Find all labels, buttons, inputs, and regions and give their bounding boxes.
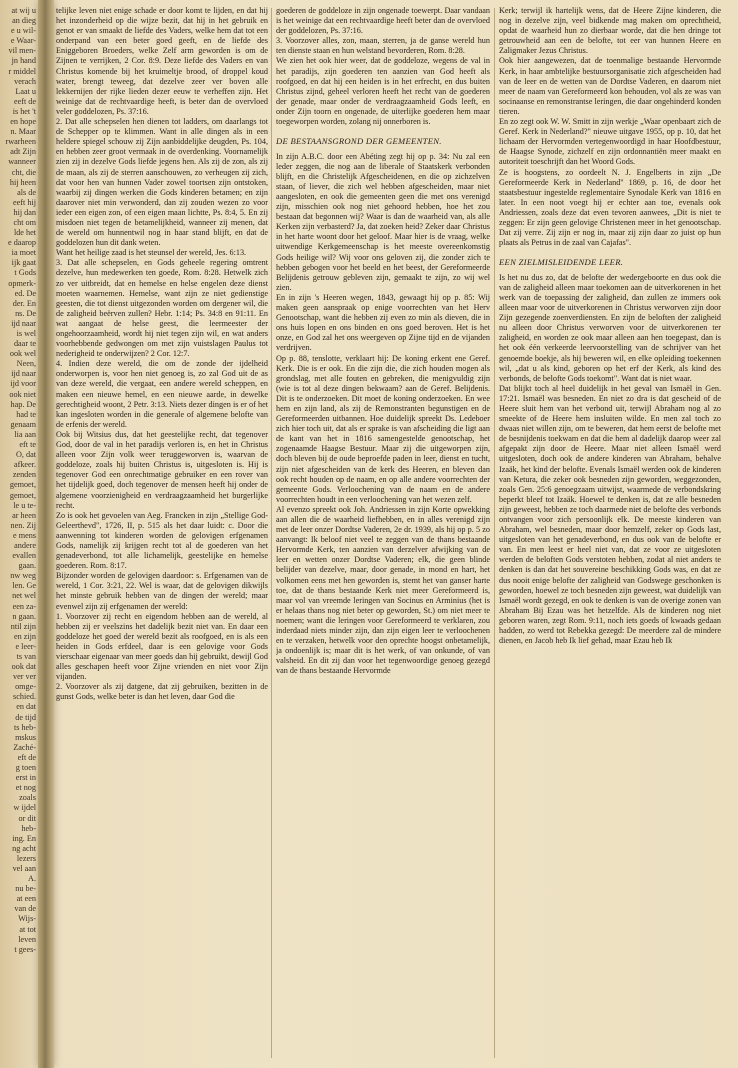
edge-fragment: opmerk- — [8, 278, 36, 288]
edge-fragment: an dieg — [12, 16, 36, 26]
edge-fragment: eeft hij — [13, 197, 36, 207]
paragraph: goederen de goddeloze in zijn ongenade toewerpt. Daar vandaan is het weinige dat een rechtvaardige heeft beter dan de overvloed der goddelozen, Ps. 37:16. — [276, 6, 490, 36]
edge-fragment: at tot — [19, 924, 36, 934]
edge-fragment: e leer- — [15, 641, 36, 651]
edge-fragment: n. Maar — [10, 127, 36, 137]
edge-fragment: rwarheen — [5, 137, 36, 147]
paragraph: 2. Voorzover als zij datgene, dat zij gebruiken, bezitten in de gunst Gods, welke beter is dan het leven, daar God die — [56, 682, 268, 702]
edge-fragment: nu be- — [15, 884, 36, 894]
edge-fragment: gaan. — [18, 561, 36, 571]
edge-fragment: lia aan — [14, 429, 36, 439]
edge-fragment: en dat — [16, 702, 36, 712]
edge-fragment: ook niet — [9, 389, 36, 399]
paragraph: Zo is ook het gevoelen van Aeg. Francken in zijn „Stellige God-Geleerthevd", 1726, II, p. 515 als het daar luidt: c. Door die aanwenning tot kinderen worden de gelovigen erfgenamen Gods, namelijk zij krijgen recht tot al de goederen van het genadeverbond, tot alle lichamelijk, geestelijke en hemelse goederen. Rom. 8:17. — [56, 510, 268, 571]
column-divider — [271, 8, 272, 1058]
edge-fragment: t Gods — [14, 268, 36, 278]
edge-fragment: heb- — [21, 823, 36, 833]
edge-fragment: lezers — [16, 853, 36, 863]
paragraph: 3. Dat alle schepselen, en Gods geheele regering omtrent dezelve, hun medewerken ten goede, Rom. 8:28. Hetwelk zich zo ver uitbreidt, dat en hemelse en helse engelen deze dienst moeten waarnemen. Hemelse, want zijn ze niet gedienstige geesten, die tot dienst uitgezonden worden om dergener wil, die de zaligheid beërven zullen? Hebr. 1:14; Ps. 34:8 en 91:11. En wat aangaat de helse geest, die leermeester der ongehoorzaamheid, wordt hij niet tegen zijn wil, en wat anders voorhebbende gedwongen om met zijn vuistslagen Paulus tot nederigheid te onderwijzen? 2 Cor. 12:7. — [56, 258, 268, 359]
edge-fragment: len. Ge — [12, 581, 36, 591]
paragraph: 3. Voorzover alles, zon, maan, sterren, ja de ganse wereld hun ten dienste staan en hun welstand bevorderen, Rom. 8:28. — [276, 36, 490, 56]
paragraph: Dat blijkt toch al heel duidelijk in het geval van Ismaël in Gen. 17:21. Ismaël was besneden. En niet zo dra is dat gescheid of de Heere sluit hem van het verbond uit, terwijl Abraham nog al zo smeekte of de Heere hem insluiten wilde. En men zal toch zo dwaas niet willen zijn, om te beweren, dat hem eerst de belofte met de besnijdenis toekwam en dat die hem al dadelijk daarop weer zal afgepakt zijn door de Heere. Maar niet alleen Ismaël werd uitgesloten, doch ook de andere kinderen van Abraham, behalve Izaäk, het kind der belofte. Evenals Ismaël werden ook de kinderen van Ketura, die zeker ook besneden zijn geworden, weggezonden, zoals Gen. 25:6 genoegzaam uitwijst, waarmede de verbondskring beperkt bleef tot Izaäk. Hoewel te denken is, dat ze alle besneden zijn geweest, hebben ze toch daarmede niet de belofte des verbonds ontvangen voor zich persoonlijk elk. De meeste kinderen van Abraham, wel besneden, maar door hemzelf, zeker op Gods last, uitgesloten van het genadeverbond, en dus ook van de belofte er van. En men leest er heel niet van, dat ze voor ze uitgesloten werden de beloften Gods verstoten hebben, zodat al niet anders te denken is dan dat het souvereine beschikking Gods was, en dat ze dus nooit enige belofte der zaligheid van Godswege geschonken is geworden, hoewel ze toch besneden zijn geweest, wat duidelijk van Ismaël wordt gezegd, en ook te denken is van de overige zonen van Abraham Bij Ezau was het hetzelfde. Als de kinderen nog niet geboren waren, zegt Rom. 9:11, noch iets goeds of kwaads gedaan hadden, zo werd tot Rebekka gezegd: De meerdere zal de mindere dienen, en Jacob heb Ik lief gehad, maar Ezau heb Ik — [499, 383, 721, 646]
edge-fragment: or dit — [18, 813, 36, 823]
edge-fragment: ts heb- — [13, 722, 36, 732]
paragraph: En in zijn 's Heeren wegen, 1843, gewaagt hij op p. 85: Wij maken geen aanspraak op enige voorrechten van het Herv Genootschap, want die hebben zij even zo min als dieven, die in ons huis lopen en ons binden en ons goed beroven. Het is het onze, en God zal het ons weergeven op Zijne tijd en de vijanden verdrijven. — [276, 292, 490, 353]
book-gutter — [38, 0, 54, 1068]
edge-fragment: hij heen — [9, 177, 36, 187]
edge-fragment: t gees- — [14, 944, 36, 954]
edge-fragment: ver ver — [13, 672, 36, 682]
edge-fragment: afkeer. — [13, 460, 36, 470]
edge-fragment: gemoet, — [9, 480, 36, 490]
edge-fragment: at wij u — [11, 6, 36, 15]
edge-fragment: at een — [16, 894, 36, 904]
edge-fragment: ijk gaat — [11, 258, 36, 268]
paragraph: Op p. 88, tenslotte, verklaart hij: De koning erkent ene Geref. Kerk. Die is er ook. En die zijn die, die zich houden mogen als grondslag, met alle fouten en gebreken, die menigvuldig zijn (wie is tot al deze dingen bekwaam? aan de Geref. Belijdenis. Dit is te onderzoeken. Dit moet de koning onderzoeken. En wee hem en zijn land, als zij de Remonstranten begunstigen en de Gereformeerden uitbannen. Hoe duidelijk spreekt Ds. Ledeboer zich hier toch uit, dat als er sprake is van afscheiding die ligt aan de kant van het in 1816 samengestelde genootschap, het zogenaamde Haagse Bestuur. Maar zij die uitgeworpen zijn, doch bleven bij de oude beproefde paden in leer, dienst en tucht, zijn niet afgescheiden van de kerk des Heeren, en bleven dan ook recht houden op de naam, en op alle andere voorrechten der gemeente Gods. Verloochening van de naam en de andere voorrechten houdt in een verloochening van het wezen zelf. — [276, 353, 490, 504]
edge-fragment: n gaan. — [12, 611, 36, 621]
edge-fragment: hij dan — [13, 207, 36, 217]
edge-fragment: ook dat — [11, 662, 36, 672]
edge-fragment: en hope — [10, 117, 36, 127]
edge-fragment: e u wil- — [10, 26, 36, 36]
paragraph: We zien het ook hier weer, dat de goddeloze, wegens de val in het paradijs, zijn goederen ten aanzien van God heeft als roofgoed, en dat hij een heiden is in het erfrecht, en dus buiten Christus zijnd, geheel verloren heeft het recht van de goederen der genade, maar onder de verdraagzaamheid Gods leeft, en onder Zijn toorn en ongenade, de uiterlijke goederen hem maar toegeworpen worden, zolang nij onnerboren is. — [276, 56, 490, 127]
edge-fragment: gemoet, — [9, 490, 36, 500]
paragraph: Is het nu dus zo, dat de belofte der wedergeboorte en dus ook die van de zaligheid alleen maar toekomen aan de uitverkorenen in het werk van de toepassing der zaligheid, dan zullen ze immers ook alleen maar voor de uitverkorenen in Christus verworven zijn door Zijn gezegende zoenverdiensten. En zijn de beloften der zaligheid nu alleen door Christus verworven voor de uitverkorenen ter zaligheid, en worden ze ook maar alleen aan hen toegepast, dan is het ook één verkeerde leervoorstelling van de schrijver van het genoemde boekje, als hij beweren wil, en elke opleiding toekennen wil, „dat u als kind, geboren op het erf der Kerk, als kind des verbonds, de belofte Gods toekomt". Want dat is niet waar. — [499, 272, 721, 383]
edge-fragment: ed. De — [14, 288, 36, 298]
edge-fragment: et nog — [15, 783, 36, 793]
paragraph: Ze is hoogstens, zo oordeelt N. J. Engelberts in zijn „De Gereformeerde Kerk in Nederland" 1869, p. 16, de door het staatsbestuur ingestelde reglementaire Synodale Kerk van 1816 en later. In een noot voegt hij er echter aan toe, evenals ook Andriessen, zoals deze dat even tevoren aanwees, „Dit is niet te zeggen: Er zijn geen gelovige Christenen meer in het genootschap. Dat zij verre. Zij zijn er nog in, maar zij zijn daar zo juist op hun plaats als Petrus in de zaal van Cajafas". — [499, 167, 721, 248]
edge-fragment: de tijd — [15, 712, 36, 722]
edge-fragment: ijd naar — [11, 318, 36, 328]
edge-fragment: daar te — [13, 339, 36, 349]
edge-fragment: cht, die — [11, 167, 36, 177]
edge-fragment: e Waar- — [10, 36, 36, 46]
paragraph: En zo zegt ook W. W. Smitt in zijn werkje „Waar openbaart zich de Geref. Kerk in Nederland?" nieuwe uitgave 1955, op p. 10, dat het lichaam der Hervormden vertegenwoordigd in haar Hoofdbestuur, de Haagse Synode, zichzelf en zijn ordonnantiën meer maakt en autoriteit toeschrijft dan het Woord Gods. — [499, 117, 721, 167]
edge-fragment: is wel — [16, 329, 36, 338]
edge-fragment: Zaché- — [13, 742, 36, 752]
edge-fragment: mskus — [15, 732, 36, 742]
edge-fragment: g toen — [15, 763, 36, 773]
edge-fragment: ook wel — [9, 349, 36, 359]
edge-fragment: nen. Zij — [10, 520, 36, 530]
edge-fragment: e daarop — [8, 238, 36, 248]
column-divider — [494, 8, 495, 1058]
paragraph: Bijzonder worden de gelovigen daardoor: s. Erfgenamen van de wereld, 1 Cor. 3:21, 22. Wel is waar, dat de gelovigen dikwijls het minste gebruik hebben van de dingen der wereld; maar evenwel zijn zij erfgenamen der wereld: — [56, 571, 268, 611]
edge-fragment: ar heen — [12, 510, 36, 520]
paragraph: 2. Dat alle schepselen hen dienen tot ladders, om daarlangs tot de Schepper op te klimmen. Want in alle dingen als in een heldere spiegel schouw zij Zijn aanbiddelijke deugden, Ps. 104, en hebben zeer groot vermaak in de overdenking. Voornamelijk zien zij in dezelve Gods liefde jegens hen. Als zij de zon, als zij de maan, als zij de sterren aanschouwen, zo verheugen zij zich, dat voor hen van hunnen Vader zowel toortsen zijn ontstoken, waarbij zij dingen werken die Gods kinderen betamen; en zijn daarover niet min verwonderd, dan zij zouden wezen zo voor ieder een eigen zon, of een eigen maan lichtte, Ps. 8:4, 5. En zij misdoen niet tegen de betamelijkheid, wanneer zij menen, dat de wereld om hunnentwil nog in haar stand blijft, en dat de goddelozen hun dit dank weten. — [56, 117, 268, 248]
paragraph: Ook bij Witsius dus, dat het geestelijke recht, dat tegenover God, door de val in het paradijs verloren is, en het in Christus alleen voor Zijn volk weer teruggeworven is, waarvan de goddeloze, zoals hij buiten Christus is, uitgesloten is. Hij is tegenover God een onrechtmatige gebruiker en een rover van het tijdelijk goed, doch tegenover de mensen heeft hij onder de algemene voorzienigheid en verdraagzaamheid het burgerlijke recht. — [56, 429, 268, 510]
edge-fragment: een za- — [12, 601, 36, 611]
edge-fragment: genaam — [10, 419, 36, 429]
edge-fragment: Neen, — [16, 359, 36, 369]
edge-fragment: ts van — [16, 652, 36, 661]
edge-fragment: le u te- — [13, 500, 36, 510]
edge-fragment: schied. — [13, 692, 36, 702]
paragraph: Ook hier aangewezen, dat de toenmalige bestaande Hervormde Kerk, in haar ambtelijke bestuursorganisatie zich afgescheiden had van de leer en de wetten van de Dordtse Vaderen, en daarom niet meer de naam van Gereformeerd kon behouden, vol als ze was van socinaanse en remonstrantse leringen, die daar ongehinderd konden tieren. — [499, 56, 721, 116]
edge-fragment: ntil zijn — [10, 621, 36, 631]
edge-fragment: van de — [14, 904, 36, 914]
edge-fragment: ijd naar — [11, 369, 36, 379]
edge-fragment: Laat u — [15, 86, 36, 96]
edge-fragment: O, dat — [15, 450, 36, 460]
edge-fragment: omge- — [15, 682, 36, 692]
edge-fragment: verach — [14, 76, 36, 86]
edge-fragment: r middel — [8, 66, 36, 76]
column-1 — [56, 6, 268, 1066]
edge-fragment: w ijdel — [13, 803, 36, 813]
edge-fragment: en zijn — [13, 631, 36, 641]
edge-fragment: nw weg — [10, 571, 36, 581]
edge-fragment: Wijs- — [18, 914, 36, 924]
edge-fragment: ng acht — [12, 843, 36, 853]
edge-fragment: ia moet — [11, 248, 36, 258]
edge-fragment: zoals — [19, 793, 36, 803]
edge-fragment: wanneer — [8, 157, 36, 167]
paragraph: Al evenzo spreekt ook Joh. Andriessen in zijn Korte opwekking aan allen die de waarheid liefhebben, en in alles verenigd zijn met de leer onzer Dordtse Vaderen, 2e dr. 1939, als hij op p. 5 zo aanvangt: Ik beloof niet veel te zeggen van de thans bestaande Hervormde Kerk, ten aanzien van derzelver afwijking van de leer en wetten onzer Dordtse Vaderen; elk, die geen blinde belijder van dezelve, maar, door genade, in mond en hart, het volkomen eens met hen geworden is, stemt het van ganser harte toe, dat de thans bestaande Kerk niet meer Gereformeerd is, maar vol van vreemde leringen van Socinus en Arminius (het is er helaas thans nog niet beter op geworden, St.) om niet meer te noemen; want die leringen voor Gereformeerd te verklaren, zou inderdaad niets minder zijn, dan zijn eigen leer te verloochenen en te verzaken, hetwelk voor den oprechte hoogst onbetamelijk, ja ondoenlijk is; maar dit is het werk, of van onkunde, of van valsheid. En dit zij dan voor het tegenwoordige genoeg gezegd van de thans bestaande Hervormde — [276, 504, 490, 676]
paragraph: 1. Voorzover zij recht en eigendom hebben aan de wereld, al hebben zij er veelszins het dadelijk bezit niet van. En daar een goddeloze het goed der wereld bezit als roofgoed, en is als een heiden in Gods erfdeel, daar is een gelovige voor Gods vierschaar eigenaar van meer goeds dan hij gebruikt, dewijl God alles geschapen heeft voor Zijne vrienden en niet voor Zijn vijanden. — [56, 611, 268, 682]
edge-fragment: zenden — [12, 470, 36, 480]
edge-fragment: cht om — [13, 217, 36, 227]
edge-fragment: jn hand — [11, 56, 36, 66]
edge-fragment: A. — [28, 874, 36, 884]
column-2 — [276, 6, 490, 1066]
edge-fragment: ns. De — [15, 308, 36, 318]
edge-fragment: e mens — [13, 530, 36, 540]
edge-fragment: evallen — [12, 551, 36, 561]
edge-fragment: eft te — [19, 440, 36, 450]
edge-fragment: eft de — [17, 752, 36, 762]
paragraph: Want het heilige zaad is het steunsel der wereld, Jes. 6:13. — [56, 248, 247, 258]
edge-fragment: vel aan — [12, 863, 36, 873]
column-3 — [499, 6, 721, 1066]
paragraph: 4. Indien deze wereld, die om de zonde der ijdelheid onderworpen is, voor hen niet genoeg is, zo zal God uit de as van deze wereld, die vergaat, een andere wereld scheppen, en maken een nieuwe hemel, en een nieuwe aarde, in dewelke gerechtigheid woont, 2 Petr. 3:13. Niets dezer dingen is er of het kan ingesloten worden in die generale of algemene belofte van de erfenis der wereld. — [56, 359, 268, 429]
paragraph: In zijn A.B.C. door een Abéting zegt hij op p. 34: Nu zal een leder zeggen, die nog aan de liberale of Staatskerk verbonden blijft, en die Christelijk Afgescheidenen, en die op zichzelven staan, of liever, die zich wel hebben afgescheiden, maar niet aangesloten, en ook die gemeenten geen die met ons verenigd zijn, misschien ook nog niet gehoord hebben, hoe het zou bestaan dat begonnen wij? Waar is dan de waarheid van, als alle Kerken zijn verbasterd? Ja, dat zoeken heid? Zeker daar Christus in het harte woont door het geloof. Maar hier is de vraag, welke uitwendige Kerkgemeenschap is het meeste overeenkomstig Gods heilige wil? Wij voor ons geloven zij, die zonder zich te hebben gebogen voor het beeld en het beest, der Gereformeerde Belijdenis getrouw gebleven zijn, gemaakt te zijn, zo wij wel zien. — [276, 151, 490, 292]
edge-fragment: is het 't — [12, 106, 36, 116]
edge-fragment: erst in — [15, 773, 36, 783]
edge-fragment: der. En — [12, 298, 36, 308]
edge-fragment: leven — [18, 934, 36, 944]
edge-fragment: vil men- — [8, 46, 36, 56]
left-page-edge-fragments — [0, 6, 36, 955]
edge-fragment: andere — [14, 540, 36, 550]
section-heading: DE BESTAANSGROND DER GEMEENTEN. — [276, 136, 442, 147]
paragraph: Kerk; terwijl ik hartelijk wens, dat de Heere Zijne kinderen, die nog in dezelve zijn, veel bidkende mag maken om oprechtheid, opdat de waarheid hun zo dierbaar worde, dat die hen dringe tot getrouwheid aan een de belofte, tot eer van hunnen Heere en Zaligmaker Jezus Christus. — [499, 6, 721, 56]
edge-fragment: ing. En — [12, 833, 36, 843]
edge-fragment: had te — [16, 409, 36, 419]
edge-fragment: adt Zijn — [10, 147, 36, 157]
paragraph: telijke leven niet enige schade er door komt te lijden, en dat hij het inzonderheid op die wijze bezit, dat hij in het gebruik en genot er van smaakt de liefde des Vaders, welke hem dat tot een onderpand van een beter goed geeft, en de liefde des Eniggeboren Broeders, welke Zelf arm geworden is om de Zijnen te verrijken, 2 Cor. 8:9. Deze liefde des Vaders en van Christus komende bij het kruimeltje brood, of droppel koud water, brengt teweeg, dat dezelve zeer ver boven alle lekkernijen der rijke lieden dezer eeuw te verheffen zijn. Het weinige dat de rechtvaardige heeft, is beter dan de overvloed veler goddelozen, Ps. 37:16. — [56, 6, 268, 116]
edge-fragment: eeft de — [13, 96, 36, 106]
edge-fragment: net wel — [12, 591, 36, 601]
section-heading: EEN ZIELMISLEIDENDE LEER. — [499, 257, 624, 268]
edge-fragment: als de — [17, 187, 36, 197]
edge-fragment: hap. De — [10, 399, 36, 409]
edge-fragment: lde het — [13, 228, 36, 238]
edge-fragment: ijd voor — [10, 379, 36, 389]
